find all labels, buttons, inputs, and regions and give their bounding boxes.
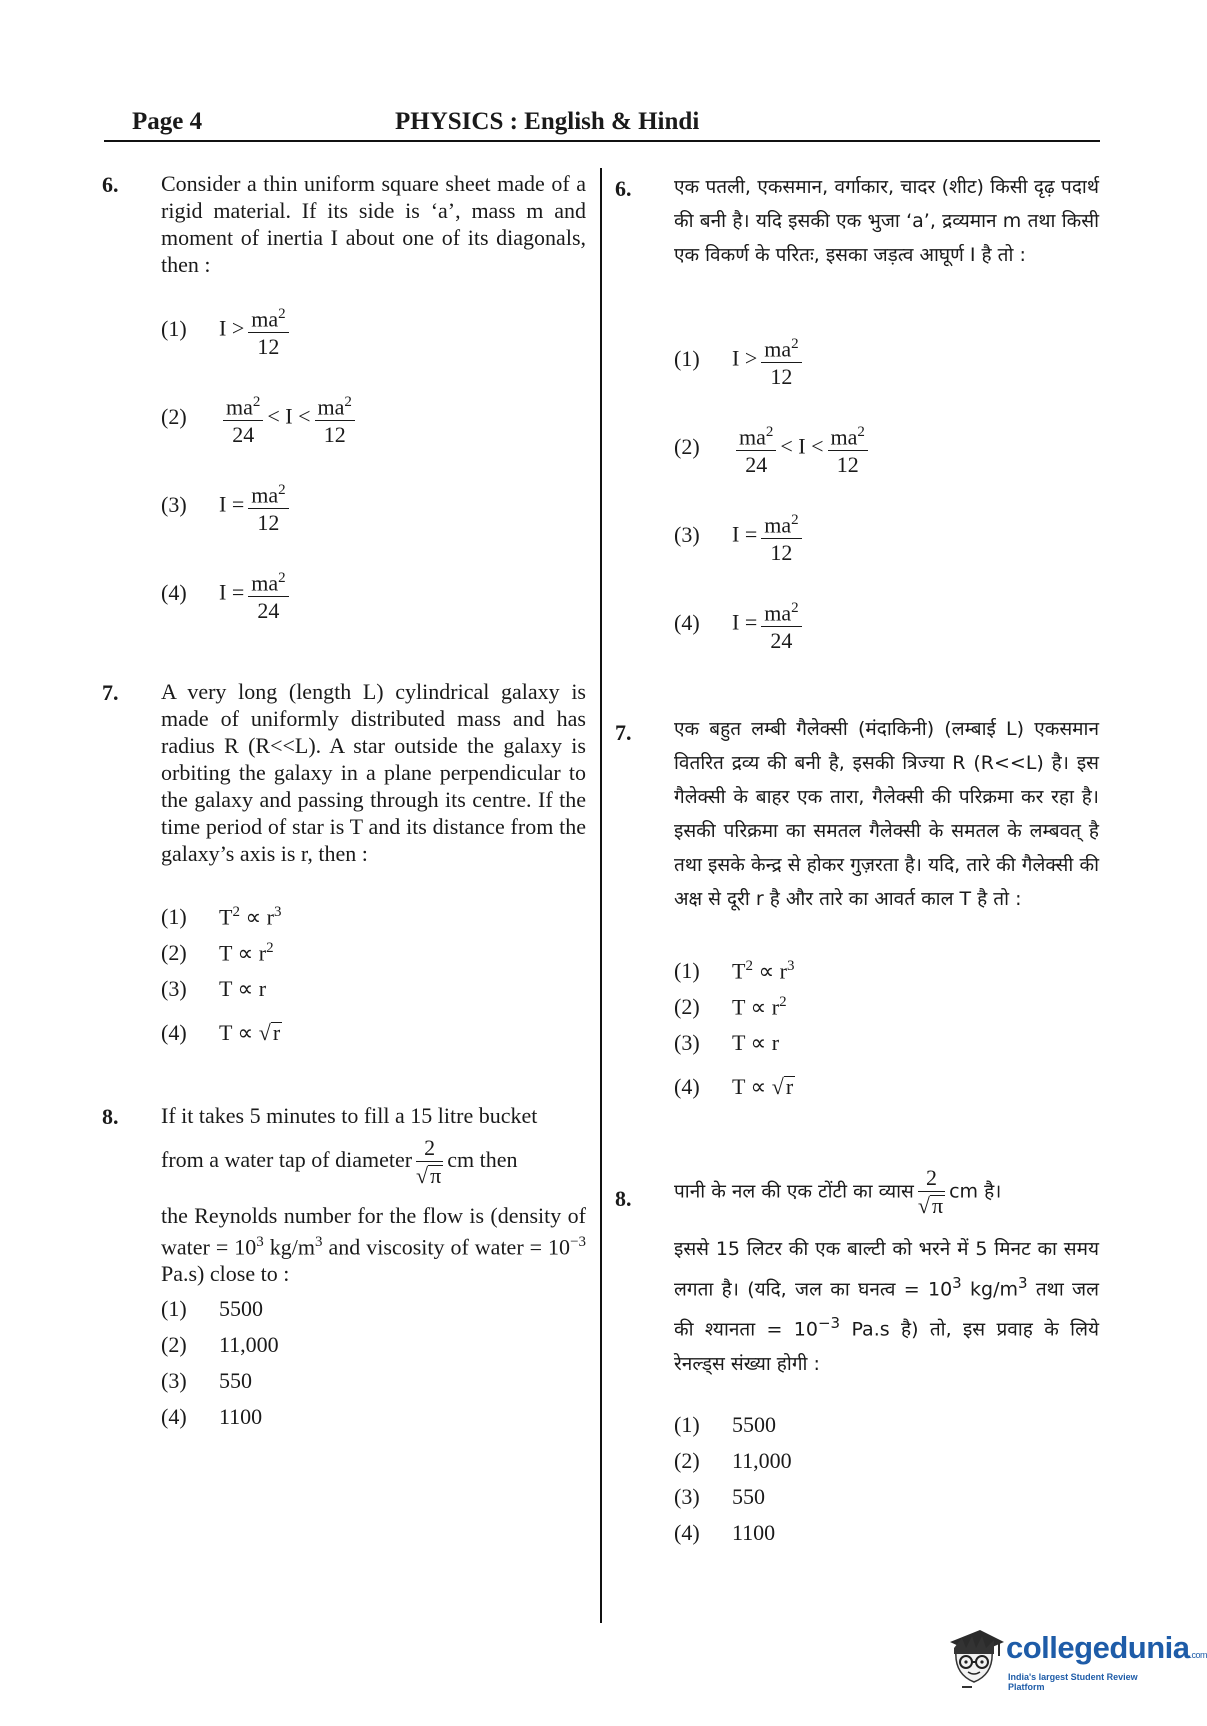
q6-number-en: 6.: [102, 172, 119, 197]
q8-number-hi: 8.: [615, 1186, 632, 1211]
q8-line1-en: If it takes 5 minutes to fill a 15 litre bucket: [161, 1103, 538, 1128]
q8-option-1-hi: (1) 5500: [674, 1412, 776, 1437]
q7-text-en: A very long (length L) cylindrical galaxy is made of uniformly distributed mass and has radius R (R<<L). A star outside the galaxy is orbiting the galaxy in a plane perpendicular to the galaxy and passing through its centre. If the time period of star is T and its distance from the galaxy’s axis is r, then :: [161, 679, 586, 866]
q8-text-rest-hi: इससे 15 लिटर की एक बाल्टी को भरने में 5 मिनट का समय लगता है। (यदि, जल का घनत्व = $10^3$ $kg/m^3$ तथा जल की श्यानता = $10^{-3}$ Pa.s है) तो, इस प्रवाह के लिये रेनल्ड्स संख्या होगी :: [674, 1238, 1100, 1375]
page-number: Page 4: [132, 108, 203, 135]
q6-option-4-hi: (4) I = $\frac{ma^2}{24}$: [674, 596, 806, 653]
q6-number-hi: 6.: [615, 176, 632, 201]
lhs: I =: [219, 491, 245, 517]
q8-line2-en: from a water tap of diameter $\frac{2}{√\pi}$ cm then: [161, 1135, 518, 1188]
fraction: $\frac{ma^2}{24}$: [248, 566, 288, 623]
q7-number-en: 7.: [102, 680, 119, 705]
inequality: < I <: [267, 403, 311, 429]
fraction-right: $\frac{ma^2}{12}$: [315, 390, 355, 447]
q7-option-2-en: (2) $T \propto r^2$: [161, 940, 274, 966]
option-number: (3): [161, 491, 187, 517]
option-number: (4): [161, 1020, 187, 1045]
q8-option-2-en: (2) 11,000: [161, 1332, 279, 1357]
q6-option-3-hi: (3) I = $\frac{ma^2}{12}$: [674, 508, 806, 565]
q7-option-1-en: (1) $T^2 \propto r^3$: [161, 904, 282, 930]
q6-option-2-hi: (2) $\frac{ma^2}{24}$ < I < $\frac{ma^2}{12}$: [674, 420, 872, 477]
option-number: (3): [161, 976, 187, 1001]
option-number: (4): [161, 579, 187, 605]
q6-option-1-en: [161, 302, 293, 359]
q8-option-3-en: (3) 550: [161, 1368, 252, 1393]
q8-number-en: 8.: [102, 1104, 119, 1129]
q8-text-rest-en: the Reynolds number for the flow is (density of water = $10^3$ $kg/m^3$ and viscosity of water = $10^{-3}$ Pa.s) close to :: [161, 1203, 587, 1287]
q8-line1-hi: पानी के नल की एक टोंटी का व्यास $\frac{2}{√\pi}$ cm है।: [674, 1165, 1002, 1218]
collegedunia-logo: [944, 1624, 1207, 1699]
column-divider: [600, 168, 602, 1623]
q6-option-3-en: [161, 478, 293, 535]
fraction: $\frac{ma^2}{12}$: [248, 478, 288, 535]
diameter-fraction: $\frac{2}{√\pi}$: [416, 1135, 442, 1188]
q6-option-2-en: [161, 390, 359, 447]
logo-brand: collegedunia.com: [1006, 1630, 1207, 1665]
fraction: $\frac{ma^2}{12}$: [248, 302, 288, 359]
q8-option-4-hi: (4) 1100: [674, 1520, 776, 1545]
page-title: PHYSICS : English & Hindi: [395, 108, 700, 135]
q7-option-4-en: (4) T ∝ √r: [161, 1020, 281, 1045]
q7-text-hi: एक बहुत लम्बी गैलेक्सी (मंदाकिनी) (लम्बाई L) एकसमान वितरित द्रव्य की बनी है, इसकी त्रिज्या R (R<<L) है। इस गैलेक्सी के बाहर एक तारा, गैलेक्सी की परिक्रमा कर रहा है। इसकी परिक्रमा का समतल गैलेक्सी के समतल के लम्बवत् है तथा इसके केन्द्र से होकर गुज़रता है। यदि, तारे की गैलेक्सी की अक्ष से दूरी r है और तारे का आवर्त काल T है तो :: [674, 718, 1099, 910]
fraction-left: $\frac{ma^2}{24}$: [223, 390, 263, 447]
q8-option-3-hi: (3) 550: [674, 1484, 765, 1509]
q8-option-4-en: (4) 1100: [161, 1404, 263, 1429]
diameter-fraction: $\frac{2}{√\pi}$: [917, 1165, 944, 1218]
q7-option-2-hi: (2) $T \propto r^2$: [674, 994, 787, 1020]
header-rule: [104, 140, 1100, 142]
q6-text-en: Consider a thin uniform square sheet made of a rigid material. If its side is ‘a’, mass m and moment of inertia I about one of its diagonals, then :: [161, 171, 586, 277]
q7-option-4-hi: (4) T ∝ √r: [674, 1074, 794, 1099]
q6-option-4-en: [161, 566, 293, 623]
option-number: (2): [161, 940, 187, 966]
q7-number-hi: 7.: [615, 720, 632, 745]
q8-option-2-hi: (2) 11,000: [674, 1448, 792, 1473]
option-number: (1): [161, 904, 187, 930]
q8-option-1-en: (1) 5500: [161, 1296, 263, 1321]
option-number: (1): [161, 315, 187, 341]
q6-text-hi: एक पतली, एकसमान, वर्गाकार, चादर (शीट) किसी दृढ़ पदार्थ की बनी है। यदि इसकी एक भुजा ‘a’, द्रव्यमान m तथा किसी एक विकर्ण के परितः, इसका जड़त्व आघूर्ण I है तो :: [674, 176, 1099, 266]
option-number: (2): [161, 403, 187, 429]
lhs: I >: [219, 315, 245, 341]
q7-option-3-en: (3) T ∝ r: [161, 976, 267, 1001]
q7-option-1-hi: (1) $T^2 \propto r^3$: [674, 958, 795, 984]
q7-option-3-hi: (3) T ∝ r: [674, 1030, 780, 1055]
lhs: I =: [219, 579, 245, 605]
logo-tagline: India's largest Student Review Platform: [1008, 1672, 1138, 1692]
graduate-mascot-icon: [944, 1624, 1006, 1696]
q6-option-1-hi: (1) I > $\frac{ma^2}{12}$: [674, 332, 806, 389]
